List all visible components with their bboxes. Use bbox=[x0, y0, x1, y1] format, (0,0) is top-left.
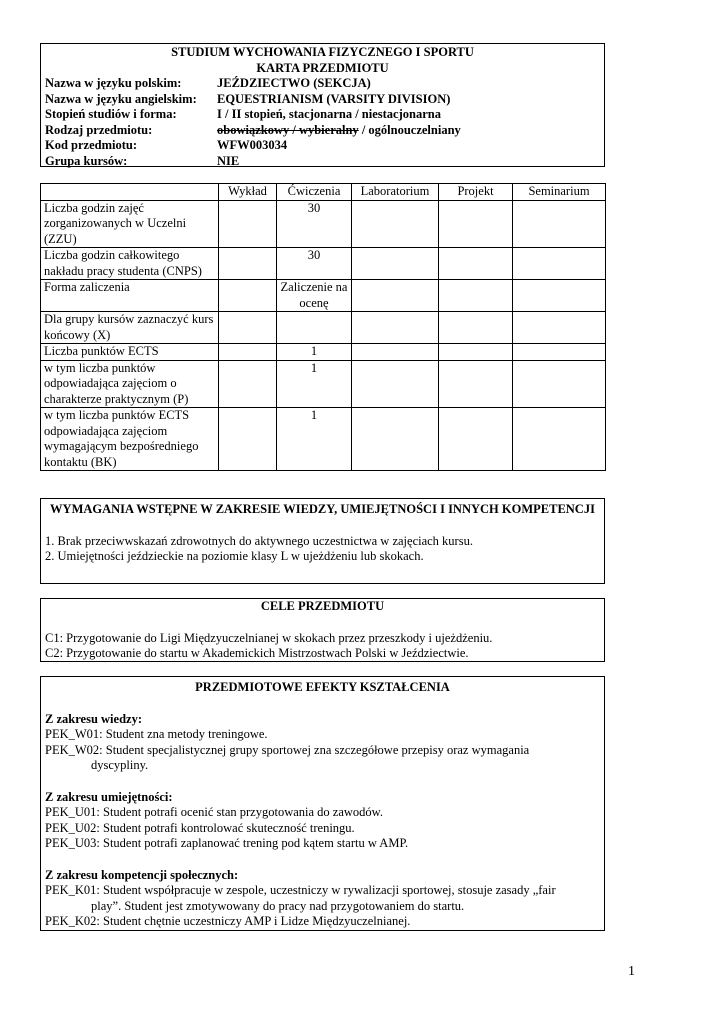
table-row bbox=[41, 360, 606, 408]
header-value: WFW003034 bbox=[217, 138, 288, 152]
row-label: Liczba godzin zajęć zorganizowanych w Uczelni (ZZU) bbox=[41, 200, 219, 248]
cell-projekt bbox=[439, 280, 513, 312]
cell-cwiczenia: 1 bbox=[277, 360, 352, 408]
cell-laboratorium bbox=[352, 312, 439, 344]
page-number: 1 bbox=[628, 964, 635, 979]
goal-item: C1: Przygotowanie do Ligi Międzyuczelnianej w skokach przez przeszkody i ujeżdżeniu. bbox=[45, 630, 493, 645]
row-label: w tym liczba punktów ECTS odpowiadająca zajęciom wymagającym bezpośredniego kontaktu (BK) bbox=[41, 408, 219, 471]
header-value: NIE bbox=[217, 153, 240, 168]
cell-laboratorium bbox=[352, 408, 439, 471]
cell-cwiczenia: 30 bbox=[277, 200, 352, 248]
row-label: w tym liczba punktów odpowiadająca zajęciom o charakterze praktycznym (P) bbox=[41, 360, 219, 408]
skills-subtitle: Z zakresu umiejętności: bbox=[45, 789, 173, 804]
outcomes-title: PRZEDMIOTOWE EFEKTY KSZTAŁCENIA bbox=[195, 680, 450, 694]
header-row-course-type bbox=[45, 123, 600, 139]
cell-laboratorium bbox=[352, 360, 439, 408]
cell-seminarium bbox=[513, 248, 606, 280]
struck-value: obowiązkowy / wybieralny bbox=[217, 122, 359, 137]
table-row bbox=[41, 312, 606, 344]
requirements-box bbox=[40, 498, 605, 584]
row-label: Dla grupy kursów zaznaczyć kurs końcowy (X) bbox=[41, 312, 219, 344]
cell-wyklad bbox=[219, 408, 277, 471]
cell-seminarium bbox=[513, 312, 606, 344]
header-key: Nazwa w języku polskim: bbox=[45, 76, 182, 90]
table-row bbox=[41, 344, 606, 361]
header-title-line2: KARTA PRZEDMIOTU bbox=[256, 60, 389, 75]
row-label: Liczba godzin całkowitego nakładu pracy studenta (CNPS) bbox=[41, 248, 219, 280]
course-header-box bbox=[40, 43, 605, 167]
header-value bbox=[217, 123, 600, 139]
row-label: Forma zaliczenia bbox=[41, 280, 219, 312]
column-header-wyklad: Wykład bbox=[219, 184, 277, 201]
outcome-item: PEK_W01: Student zna metody treningowe. bbox=[45, 727, 268, 741]
header-row-study-level bbox=[45, 107, 600, 123]
outcome-item: PEK_U03: Student potrafi zaplanować trening pod kątem startu w AMP. bbox=[45, 836, 409, 850]
cell-seminarium bbox=[513, 344, 606, 361]
cell-laboratorium bbox=[352, 200, 439, 248]
header-key: Nazwa w języku angielskim: bbox=[45, 91, 197, 106]
outcome-item: PEK_K01: Student współpracuje w zespole, uczestniczy w rywalizacji sportowej, stosuje zasady „fair bbox=[45, 883, 556, 897]
value-rest: / ogólnouczelniany bbox=[358, 122, 461, 137]
hours-table bbox=[40, 183, 606, 471]
outcome-item-continuation: dyscypliny. bbox=[91, 758, 149, 772]
table-row bbox=[41, 200, 606, 248]
table-row bbox=[41, 408, 606, 471]
cell-projekt bbox=[439, 408, 513, 471]
knowledge-subtitle: Z zakresu wiedzy: bbox=[45, 711, 142, 726]
goals-box bbox=[40, 598, 605, 662]
cell-cwiczenia bbox=[277, 312, 352, 344]
cell-wyklad bbox=[219, 312, 277, 344]
cell-cwiczenia: 1 bbox=[277, 344, 352, 361]
header-row-course-group bbox=[45, 154, 600, 170]
table-row bbox=[41, 248, 606, 280]
cell-seminarium bbox=[513, 200, 606, 248]
requirements-title: WYMAGANIA WSTĘPNE W ZAKRESIE WIEDZY, UMIEJĘTNOŚCI I INNYCH KOMPETENCJI bbox=[50, 502, 595, 516]
column-header-projekt: Projekt bbox=[439, 184, 513, 201]
goal-item: C2: Przygotowanie do startu w Akademickich Mistrzostwach Polski w Jeździectwie. bbox=[45, 646, 469, 660]
cell-projekt bbox=[439, 200, 513, 248]
cell-cwiczenia: 30 bbox=[277, 248, 352, 280]
header-key: Rodzaj przedmiotu: bbox=[45, 122, 153, 137]
cell-seminarium bbox=[513, 408, 606, 471]
social-subtitle: Z zakresu kompetencji społecznych: bbox=[45, 867, 239, 882]
outcome-item: PEK_U01: Student potrafi ocenić stan przygotowania do zawodów. bbox=[45, 805, 384, 819]
learning-outcomes-box bbox=[40, 676, 605, 931]
header-row-course-code bbox=[45, 138, 600, 154]
cell-laboratorium bbox=[352, 248, 439, 280]
column-header bbox=[41, 184, 219, 201]
cell-wyklad bbox=[219, 248, 277, 280]
cell-cwiczenia: Zaliczenie na ocenę bbox=[277, 280, 352, 312]
header-row-polish-name bbox=[45, 76, 600, 92]
column-header-cwiczenia: Ćwiczenia bbox=[277, 184, 352, 201]
cell-laboratorium bbox=[352, 344, 439, 361]
table-row bbox=[41, 280, 606, 312]
header-key: Stopień studiów i forma: bbox=[45, 107, 177, 121]
cell-laboratorium bbox=[352, 280, 439, 312]
column-header-seminarium: Seminarium bbox=[513, 184, 606, 201]
cell-wyklad bbox=[219, 280, 277, 312]
cell-seminarium bbox=[513, 280, 606, 312]
cell-wyklad bbox=[219, 200, 277, 248]
header-value: I / II stopień, stacjonarna / niestacjonarna bbox=[217, 107, 441, 121]
outcome-item-continuation: play”. Student jest zmotywowany do pracy nad przygotowaniem do startu. bbox=[91, 898, 465, 913]
outcome-item: PEK_K02: Student chętnie uczestniczy AMP i Lidze Międzyuczelnianej. bbox=[45, 914, 411, 928]
cell-seminarium bbox=[513, 360, 606, 408]
goals-title: CELE PRZEDMIOTU bbox=[260, 599, 385, 613]
cell-projekt bbox=[439, 344, 513, 361]
header-key: Kod przedmiotu: bbox=[45, 138, 138, 152]
table-header-row bbox=[41, 184, 606, 201]
cell-wyklad bbox=[219, 360, 277, 408]
column-header-laboratorium: Laboratorium bbox=[352, 184, 439, 201]
cell-projekt bbox=[439, 312, 513, 344]
cell-projekt bbox=[439, 248, 513, 280]
outcome-item: PEK_W02: Student specjalistycznej grupy sportowej zna szczegółowe przepisy oraz wymagania bbox=[45, 742, 530, 757]
header-key: Grupa kursów: bbox=[45, 153, 128, 168]
header-value: JEŹDZIECTWO (SEKCJA) bbox=[217, 76, 371, 90]
row-label: Liczba punktów ECTS bbox=[41, 344, 219, 361]
header-title-line1: STUDIUM WYCHOWANIA FIZYCZNEGO I SPORTU bbox=[171, 45, 474, 59]
outcome-item: PEK_U02: Student potrafi kontrolować skuteczność treningu. bbox=[45, 820, 355, 835]
requirement-item: 2. Umiejętności jeździeckie na poziomie klasy L w ujeżdżeniu lub skokach. bbox=[45, 549, 424, 563]
requirement-item: 1. Brak przeciwwskazań zdrowotnych do aktywnego uczestnictwa w zajęciach kursu. bbox=[45, 533, 473, 548]
cell-projekt bbox=[439, 360, 513, 408]
cell-wyklad bbox=[219, 344, 277, 361]
header-row-english-name bbox=[45, 92, 600, 108]
cell-cwiczenia: 1 bbox=[277, 408, 352, 471]
header-value: EQUESTRIANISM (VARSITY DIVISION) bbox=[217, 91, 451, 106]
